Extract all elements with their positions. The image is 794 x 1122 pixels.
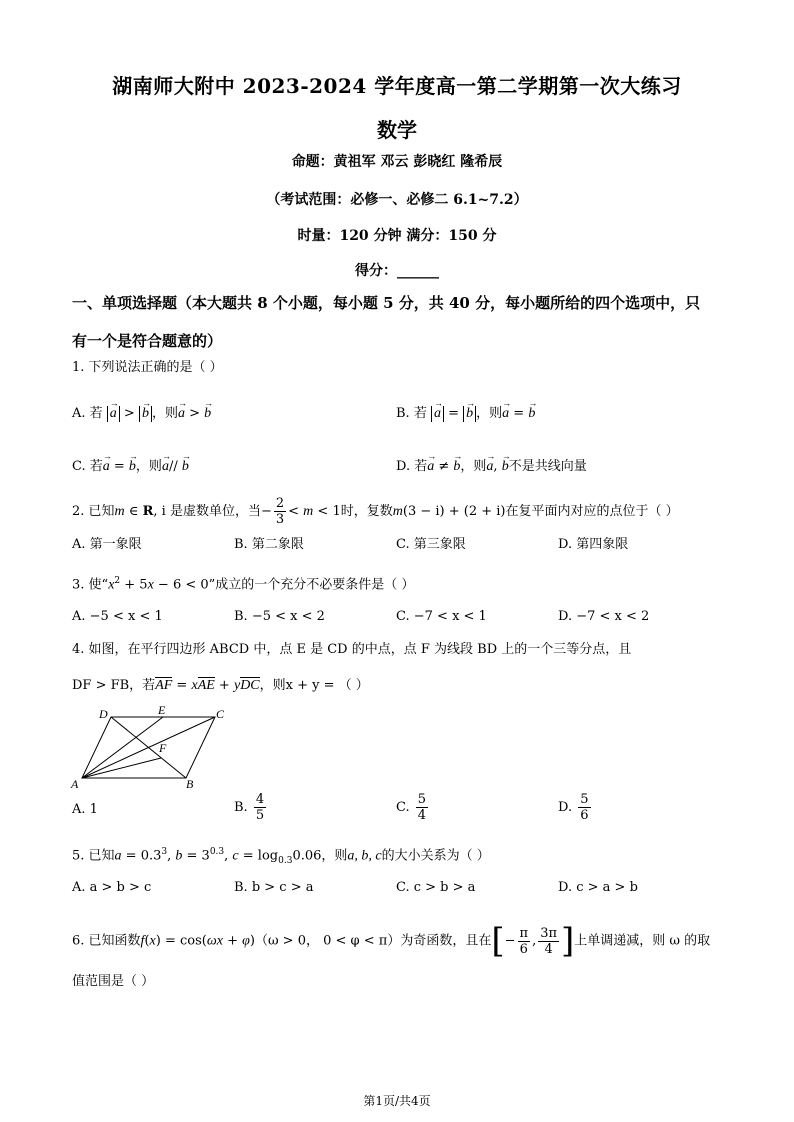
q1-option-b[interactable]: B. 若 → a = → b ，则→ a = → b <box>396 404 535 424</box>
q2-option-a[interactable]: A. 第一象限 <box>72 537 142 552</box>
section-heading-line1: 一、单项选择题（本大题共 8 个小题，每小题 5 分，共 40 分，每小题所给的四个选项中，只 <box>72 294 701 312</box>
q2-option-d[interactable]: D. 第四象限 <box>558 537 629 552</box>
question-6-stem-line1: 6. 已知函数f(x) = cos(ωx + φ)（ω > 0， 0 < φ < π）为奇函数，且在[− $\frac{\pi}{6}$ , $\frac{3\pi}{4}$ ]上单调递减，则 ω 的取 <box>72 921 711 961</box>
segment-af <box>82 758 161 778</box>
q4-option-b[interactable]: B. $\frac{4}{5}$ <box>234 792 265 823</box>
q1-option-c[interactable]: C. 若→ a = → b，则→ a// → b <box>72 457 189 477</box>
q5-option-c[interactable]: C. c > b > a <box>396 880 476 895</box>
label-e: E <box>158 706 166 717</box>
q1-option-a[interactable]: A. 若 → a > → b ，则→ a > → b <box>72 404 211 424</box>
question-3-stem: 3. 使“$x^2 + 5x - 6 < 0$”成立的一个充分不必要条件是（ ） <box>72 576 415 593</box>
q2-option-b[interactable]: B. 第二象限 <box>234 537 304 552</box>
q5-option-b[interactable]: B. b > c > a <box>234 880 314 895</box>
question-2-stem: 2. 已知m ∈ R, i 是虚数单位，当− $\frac{2}{3}$ < m < 1时，复数m(3 − i) + (2 + i)在复平面内对应的点位于（ ） <box>72 496 679 527</box>
q3-option-c[interactable]: C. −7 < x < 1 <box>396 609 487 624</box>
q3-option-b[interactable]: B. −5 < x < 2 <box>234 609 325 624</box>
q5-option-a[interactable]: A. a > b > c <box>72 880 152 895</box>
exam-time-score: 时量：120 分钟 满分：150 分 <box>297 228 497 244</box>
question-4-stem-line2: DF > FB，若AF = xAE + yDC，则x + y = （ ） <box>72 678 369 693</box>
exam-subject: 数学 <box>377 118 417 142</box>
question-5-stem: 5. 已知$a = 0.3^3$, $b = 3^{0.3}$, $c = \log_{0.3}0.06$，则a, b, c的大小关系为（ ） <box>72 847 490 866</box>
q2-option-c[interactable]: C. 第三象限 <box>396 537 466 552</box>
label-f: F <box>159 741 167 755</box>
label-a: A <box>71 777 79 791</box>
q5-option-d[interactable]: D. c > a > b <box>558 880 638 895</box>
question-6-stem-line2: 值范围是（ ） <box>72 974 155 989</box>
page-footer: 第1页/共4页 <box>363 1094 431 1108</box>
question-1-stem: 1. 下列说法正确的是（ ） <box>72 360 223 375</box>
q3-option-d[interactable]: D. −7 < x < 2 <box>558 609 650 624</box>
label-b: B <box>186 777 194 791</box>
exam-authors: 命题：黄祖军 邓云 彭晓红 隆希辰 <box>291 154 503 170</box>
q4-option-d[interactable]: D. $\frac{5}{6}$ <box>558 792 589 823</box>
section-heading-line2: 有一个是符合题意的） <box>72 332 223 350</box>
q1-option-d[interactable]: D. 若→ a ≠ → b，则→ a, → b不是共线向量 <box>396 457 587 477</box>
q4-option-a[interactable]: A. 1 <box>72 802 98 817</box>
label-c: C <box>216 707 225 721</box>
section-heading <box>72 284 732 360</box>
fraction-2-3: $\frac{2}{3}$ <box>275 496 285 527</box>
exam-title: 湖南师大附中 2023-2024 学年度高一第二学期第一次大练习 <box>112 74 682 98</box>
question-4-stem-line1: 4. 如图，在平行四边形 ABCD 中，点 E 是 CD 的中点，点 F 为线段 BD 上的一个三等分点，且 <box>72 642 632 657</box>
score-field: 得分：______ <box>355 263 439 279</box>
q3-option-a[interactable]: A. −5 < x < 1 <box>72 609 163 624</box>
parallelogram-figure <box>66 706 236 792</box>
q4-option-c[interactable]: C. $\frac{5}{4}$ <box>396 792 427 823</box>
exam-scope: （考试范围：必修一、必修二 6.1~7.2） <box>266 192 528 208</box>
label-d: D <box>99 707 108 721</box>
